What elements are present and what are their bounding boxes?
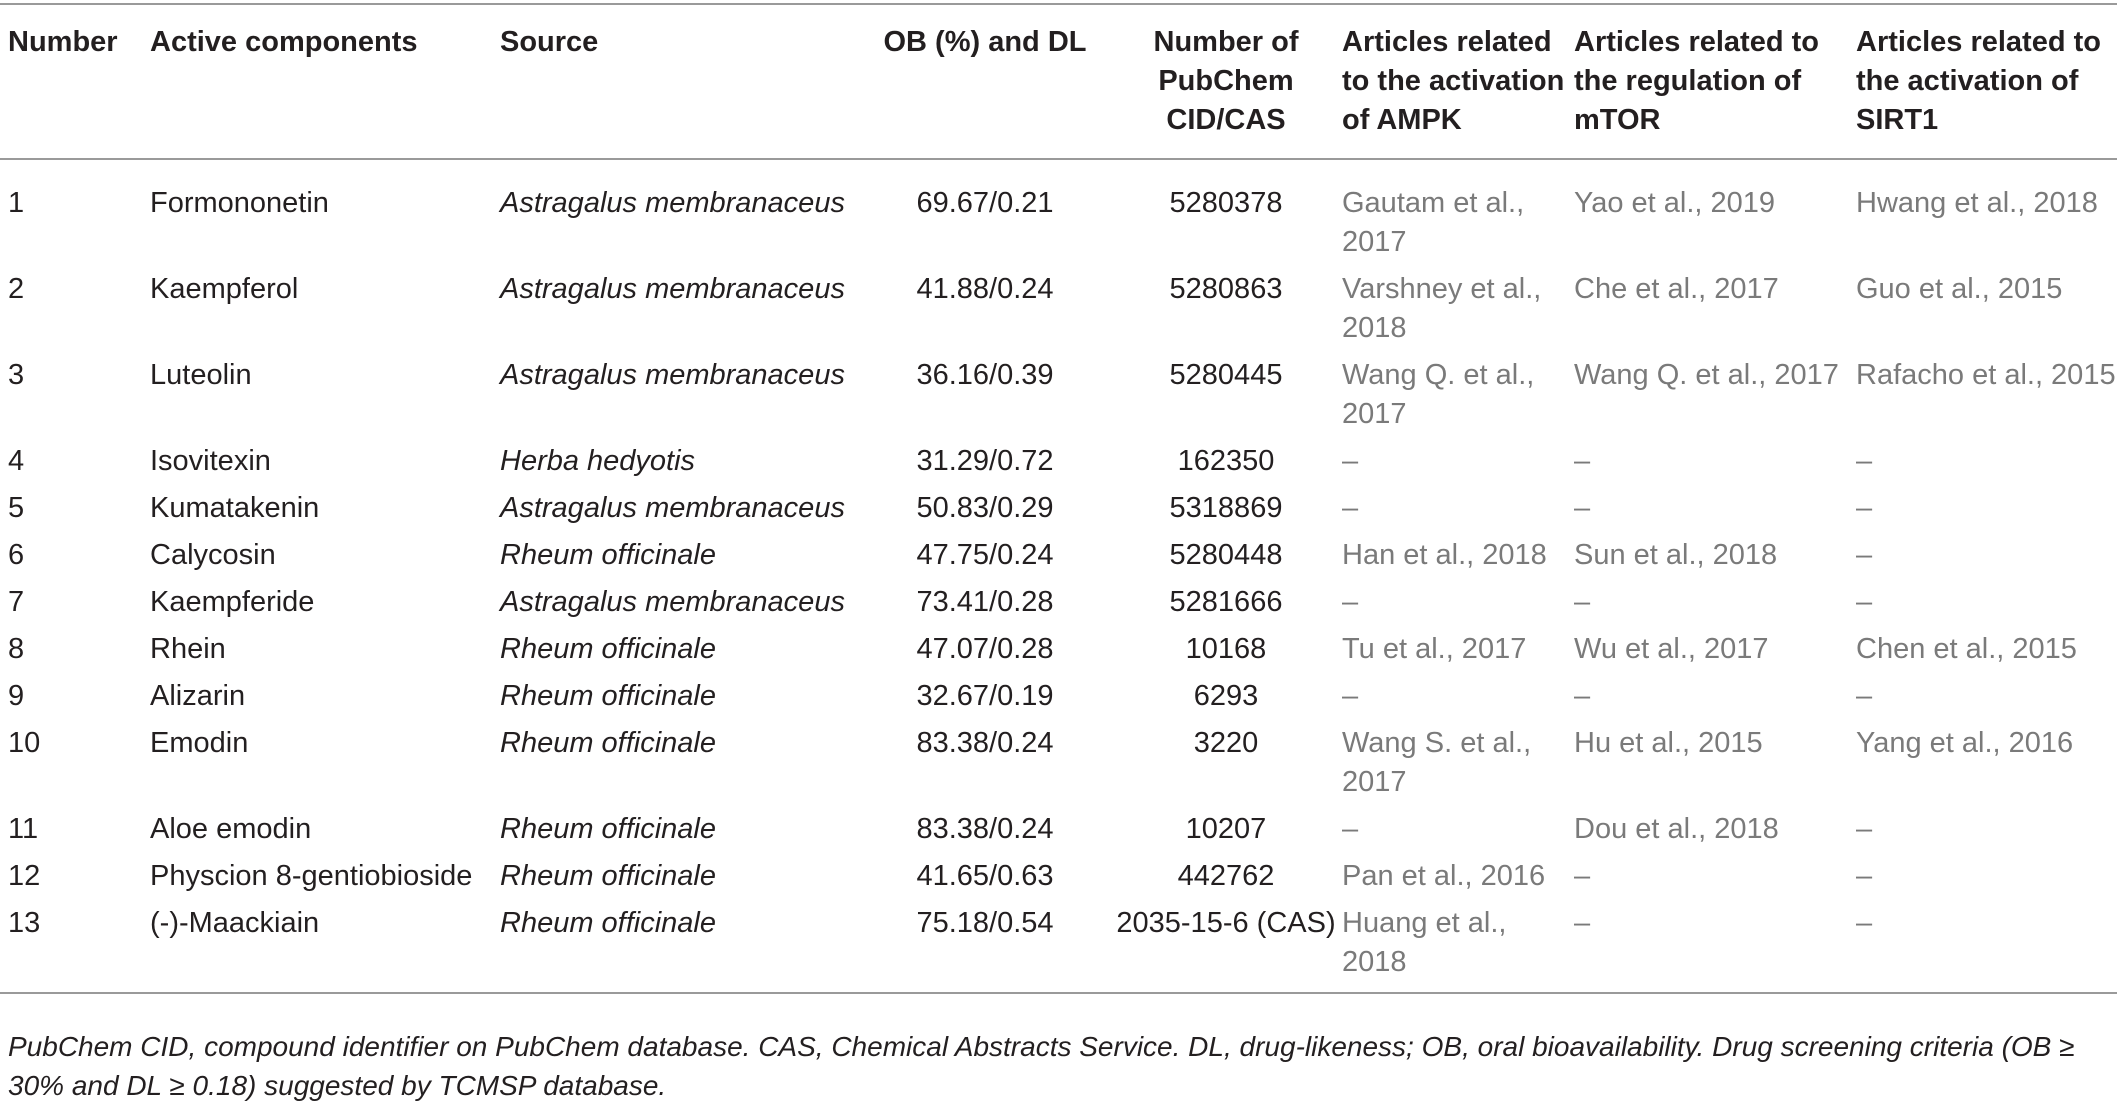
- cell-sirt1-ref: –: [1856, 680, 1873, 712]
- cell-ob-dl: 50.83/0.29: [916, 492, 1054, 524]
- cell-ob-dl: 36.16/0.39: [916, 359, 1054, 391]
- cell-component: Formononetin: [150, 187, 329, 219]
- cell-component: Kaempferide: [150, 586, 315, 618]
- table-row: [0, 677, 2117, 724]
- compounds-table: [0, 3, 2117, 994]
- cell-component: Calycosin: [150, 539, 276, 571]
- cell-number: 7: [8, 586, 25, 618]
- cell-number: 13: [8, 907, 41, 939]
- table-row: [0, 904, 2117, 993]
- header-number: Number: [8, 26, 118, 58]
- cell-ampk-ref: Tu et al., 2017: [1342, 633, 1527, 665]
- cell-ampk-ref: Huang et al., 2018: [1342, 907, 1507, 978]
- cell-ob-dl: 75.18/0.54: [916, 907, 1054, 939]
- cell-cid: 5281666: [1169, 586, 1283, 618]
- cell-ob-dl: 69.67/0.21: [916, 187, 1054, 219]
- cell-component: Emodin: [150, 727, 249, 759]
- cell-component: Physcion 8-gentiobioside: [150, 860, 473, 892]
- table-row: [0, 489, 2117, 536]
- cell-number: 4: [8, 445, 25, 477]
- cell-component: Rhein: [150, 633, 226, 665]
- cell-ob-dl: 47.75/0.24: [916, 539, 1054, 571]
- cell-sirt1-ref: –: [1856, 539, 1873, 571]
- cell-ob-dl: 32.67/0.19: [916, 680, 1054, 712]
- cell-sirt1-ref: –: [1856, 860, 1873, 892]
- table-row: [0, 810, 2117, 857]
- table-row: [0, 583, 2117, 630]
- cell-ampk-ref: –: [1342, 586, 1359, 618]
- header-ob-dl: OB (%) and DL: [883, 26, 1087, 58]
- table-row: [0, 630, 2117, 677]
- cell-ampk-ref: –: [1342, 813, 1359, 845]
- cell-source: Astragalus membranaceus: [500, 187, 845, 219]
- cell-number: 12: [8, 860, 41, 892]
- cell-mtor-ref: –: [1574, 445, 1591, 477]
- cell-mtor-ref: –: [1574, 860, 1591, 892]
- cell-cid: 3220: [1193, 727, 1259, 759]
- cell-source: Astragalus membranaceus: [500, 273, 845, 305]
- header-mtor-articles: Articles related to the regulation of mTOR: [1574, 26, 1819, 136]
- cell-ampk-ref: –: [1342, 492, 1359, 524]
- cell-source: Rheum officinale: [500, 539, 716, 571]
- cell-ampk-ref: Varshney et al., 2018: [1342, 273, 1542, 344]
- cell-mtor-ref: Wu et al., 2017: [1574, 633, 1769, 665]
- cell-sirt1-ref: Hwang et al., 2018: [1856, 187, 2098, 219]
- cell-source: Rheum officinale: [500, 633, 716, 665]
- cell-mtor-ref: Che et al., 2017: [1574, 273, 1779, 305]
- cell-number: 8: [8, 633, 25, 665]
- cell-ampk-ref: –: [1342, 445, 1359, 477]
- cell-sirt1-ref: –: [1856, 586, 1873, 618]
- cell-ob-dl: 47.07/0.28: [916, 633, 1054, 665]
- cell-mtor-ref: Dou et al., 2018: [1574, 813, 1779, 845]
- cell-ampk-ref: Pan et al., 2016: [1342, 860, 1546, 892]
- header-source: Source: [500, 26, 599, 58]
- cell-number: 1: [8, 187, 25, 219]
- cell-number: 9: [8, 680, 25, 712]
- table-header-row: [0, 4, 2117, 159]
- header-active-components: Active components: [150, 26, 418, 58]
- cell-sirt1-ref: –: [1856, 445, 1873, 477]
- cell-component: Kaempferol: [150, 273, 299, 305]
- cell-number: 6: [8, 539, 25, 571]
- header-ampk-articles: Articles related to the activation of AMPK: [1342, 26, 1565, 136]
- cell-ob-dl: 31.29/0.72: [916, 445, 1054, 477]
- cell-source: Astragalus membranaceus: [500, 492, 845, 524]
- cell-cid: 5280863: [1169, 273, 1283, 305]
- cell-mtor-ref: Hu et al., 2015: [1574, 727, 1763, 759]
- cell-ob-dl: 41.65/0.63: [916, 860, 1054, 892]
- header-sirt1-articles: Articles related to the activation of SIRT1: [1856, 26, 2101, 136]
- cell-mtor-ref: Sun et al., 2018: [1574, 539, 1778, 571]
- cell-source: Rheum officinale: [500, 727, 716, 759]
- cell-sirt1-ref: Yang et al., 2016: [1856, 727, 2074, 759]
- cell-cid: 10168: [1185, 633, 1267, 665]
- cell-mtor-ref: –: [1574, 586, 1591, 618]
- cell-ob-dl: 83.38/0.24: [916, 727, 1054, 759]
- cell-sirt1-ref: –: [1856, 907, 1873, 939]
- cell-cid: 5318869: [1169, 492, 1283, 524]
- cell-ampk-ref: Wang Q. et al., 2017: [1342, 359, 1535, 430]
- table-row: [0, 536, 2117, 583]
- cell-ampk-ref: –: [1342, 680, 1359, 712]
- cell-source: Rheum officinale: [500, 813, 716, 845]
- cell-number: 2: [8, 273, 25, 305]
- cell-cid: 5280445: [1169, 359, 1283, 391]
- table-row: [0, 356, 2117, 442]
- cell-mtor-ref: –: [1574, 907, 1591, 939]
- cell-number: 10: [8, 727, 41, 759]
- cell-source: Astragalus membranaceus: [500, 359, 845, 391]
- table-row: [0, 857, 2117, 904]
- cell-sirt1-ref: Chen et al., 2015: [1856, 633, 2077, 665]
- cell-number: 3: [8, 359, 25, 391]
- table-row: [0, 159, 2117, 270]
- cell-source: Astragalus membranaceus: [500, 586, 845, 618]
- table-row: [0, 270, 2117, 356]
- cell-component: (-)-Maackiain: [150, 907, 320, 939]
- cell-cid: 6293: [1193, 680, 1259, 712]
- cell-sirt1-ref: Guo et al., 2015: [1856, 273, 2063, 305]
- cell-sirt1-ref: –: [1856, 492, 1873, 524]
- cell-source: Rheum officinale: [500, 860, 716, 892]
- table-row: [0, 442, 2117, 489]
- cell-sirt1-ref: Rafacho et al., 2015: [1856, 359, 2116, 391]
- cell-number: 11: [8, 813, 39, 845]
- cell-mtor-ref: Yao et al., 2019: [1574, 187, 1776, 219]
- cell-cid: 162350: [1177, 445, 1275, 477]
- cell-ampk-ref: Wang S. et al., 2017: [1342, 727, 1532, 798]
- cell-sirt1-ref: –: [1856, 813, 1873, 845]
- cell-cid: 2035-15-6 (CAS): [1116, 907, 1336, 939]
- table-row: [0, 724, 2117, 810]
- cell-cid: 5280378: [1169, 187, 1283, 219]
- cell-ampk-ref: Han et al., 2018: [1342, 539, 1547, 571]
- cell-cid: 5280448: [1169, 539, 1283, 571]
- cell-ob-dl: 83.38/0.24: [916, 813, 1054, 845]
- cell-source: Herba hedyotis: [500, 445, 696, 477]
- cell-ob-dl: 41.88/0.24: [916, 273, 1054, 305]
- cell-component: Kumatakenin: [150, 492, 320, 524]
- cell-ob-dl: 73.41/0.28: [916, 586, 1054, 618]
- cell-component: Alizarin: [150, 680, 246, 712]
- cell-component: Aloe emodin: [150, 813, 312, 845]
- header-pubchem-cid: Number of PubChem CID/CAS: [1153, 26, 1299, 136]
- cell-source: Rheum officinale: [500, 680, 716, 712]
- cell-cid: 442762: [1177, 860, 1275, 892]
- cell-ampk-ref: Gautam et al., 2017: [1342, 187, 1525, 258]
- cell-number: 5: [8, 492, 25, 524]
- cell-component: Luteolin: [150, 359, 252, 391]
- cell-cid: 10207: [1185, 813, 1267, 845]
- table-footnote: PubChem CID, compound identifier on PubChem database. CAS, Chemical Abstracts Service. DL, drug-likeness; OB, oral bioavailability. Drug screening criteria (OB ≥ 30% and DL ≥ 0.18) suggested by TCMSP database.: [8, 1031, 2075, 1101]
- cell-component: Isovitexin: [150, 445, 271, 477]
- cell-mtor-ref: –: [1574, 680, 1591, 712]
- cell-mtor-ref: Wang Q. et al., 2017: [1574, 359, 1839, 391]
- cell-source: Rheum officinale: [500, 907, 716, 939]
- cell-mtor-ref: –: [1574, 492, 1591, 524]
